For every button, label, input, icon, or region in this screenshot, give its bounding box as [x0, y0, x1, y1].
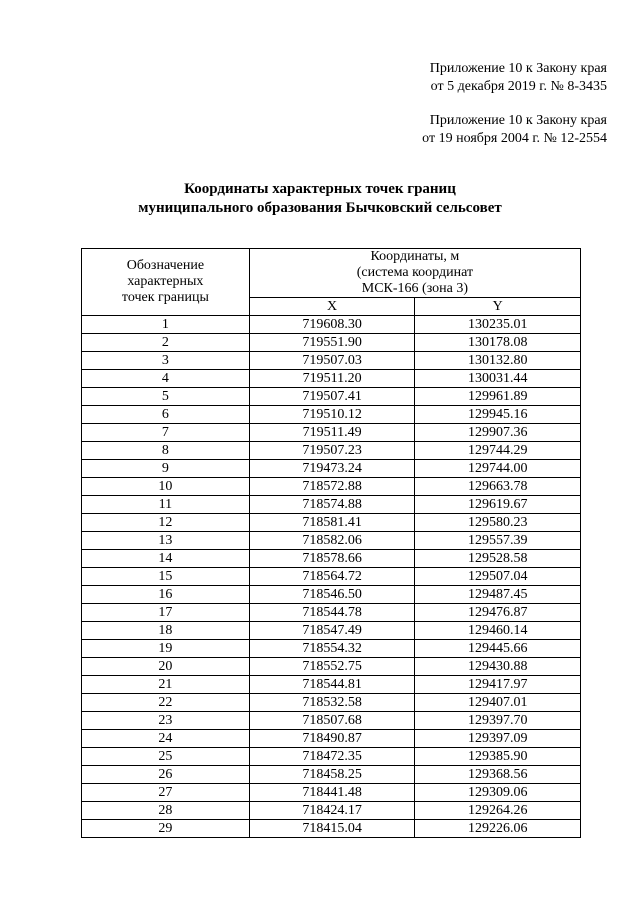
x-coordinate-cell: 719608.30 — [249, 316, 415, 334]
point-number-cell: 14 — [82, 550, 250, 568]
x-coordinate-cell: 718544.81 — [249, 676, 415, 694]
y-coordinate-cell: 129397.09 — [415, 730, 581, 748]
x-coordinate-cell: 718458.25 — [249, 766, 415, 784]
table-row — [82, 748, 581, 766]
point-number-cell: 18 — [82, 622, 250, 640]
point-number-cell: 25 — [82, 748, 250, 766]
coordinates-table — [81, 248, 581, 838]
x-coordinate-cell: 718544.78 — [249, 604, 415, 622]
x-coordinate-cell: 719507.23 — [249, 442, 415, 460]
point-number-cell: 10 — [82, 478, 250, 496]
y-coordinate-cell: 129385.90 — [415, 748, 581, 766]
point-number-cell: 2 — [82, 334, 250, 352]
point-number-cell: 8 — [82, 442, 250, 460]
x-coordinate-cell: 718546.50 — [249, 586, 415, 604]
header-point-line3: точек границы — [121, 290, 209, 305]
table-row — [82, 730, 581, 748]
table-row — [82, 550, 581, 568]
document-title-line2: муниципального образования Бычковский сельсовет — [138, 200, 502, 216]
table-row — [82, 676, 581, 694]
point-number-cell: 11 — [82, 496, 250, 514]
x-coordinate-cell: 719551.90 — [249, 334, 415, 352]
appendix-current-line2: от 5 декабря 2019 г. № 8-3435 — [430, 79, 607, 94]
document-title — [0, 180, 640, 218]
point-number-cell: 7 — [82, 424, 250, 442]
y-coordinate-cell: 129907.36 — [415, 424, 581, 442]
table-row — [82, 388, 581, 406]
x-coordinate-cell: 718574.88 — [249, 496, 415, 514]
point-number-cell: 21 — [82, 676, 250, 694]
x-coordinate-cell: 719507.41 — [249, 388, 415, 406]
point-number-cell: 4 — [82, 370, 250, 388]
point-number-cell: 26 — [82, 766, 250, 784]
point-number-cell: 9 — [82, 460, 250, 478]
header-point-line2: характерных — [127, 274, 204, 289]
table-row — [82, 658, 581, 676]
table-row — [82, 424, 581, 442]
point-number-cell: 3 — [82, 352, 250, 370]
y-coordinate-cell: 129663.78 — [415, 478, 581, 496]
coordinates-table-body — [82, 316, 581, 838]
x-coordinate-cell: 718490.87 — [249, 730, 415, 748]
table-row — [82, 442, 581, 460]
document-title-line1: Координаты характерных точек границ — [184, 181, 456, 197]
point-number-cell: 15 — [82, 568, 250, 586]
point-number-cell: 28 — [82, 802, 250, 820]
x-coordinate-cell: 719507.03 — [249, 352, 415, 370]
y-coordinate-cell: 129487.45 — [415, 586, 581, 604]
table-row — [82, 766, 581, 784]
table-row — [82, 460, 581, 478]
point-number-cell: 29 — [82, 820, 250, 838]
point-number-cell: 27 — [82, 784, 250, 802]
y-coordinate-cell: 130031.44 — [415, 370, 581, 388]
y-coordinate-cell: 129368.56 — [415, 766, 581, 784]
y-coordinate-cell: 129226.06 — [415, 820, 581, 838]
table-row — [82, 370, 581, 388]
table-row — [82, 622, 581, 640]
y-coordinate-cell: 130235.01 — [415, 316, 581, 334]
header-coords-line3: МСК-166 (зона 3) — [361, 281, 469, 296]
point-number-cell: 12 — [82, 514, 250, 532]
table-row — [82, 784, 581, 802]
x-coordinate-cell: 718554.32 — [249, 640, 415, 658]
table-row — [82, 478, 581, 496]
point-number-cell: 16 — [82, 586, 250, 604]
header-point-line1: Обозначение — [126, 258, 205, 273]
table-row — [82, 820, 581, 838]
y-coordinate-cell: 129528.58 — [415, 550, 581, 568]
x-coordinate-cell: 719511.49 — [249, 424, 415, 442]
y-coordinate-cell: 129580.23 — [415, 514, 581, 532]
y-coordinate-cell: 129744.29 — [415, 442, 581, 460]
table-row — [82, 802, 581, 820]
point-number-cell: 5 — [82, 388, 250, 406]
y-coordinate-cell: 129744.00 — [415, 460, 581, 478]
table-row — [82, 712, 581, 730]
point-number-cell: 22 — [82, 694, 250, 712]
y-coordinate-cell: 130132.80 — [415, 352, 581, 370]
x-coordinate-cell: 718441.48 — [249, 784, 415, 802]
y-coordinate-cell: 129945.16 — [415, 406, 581, 424]
table-row — [82, 568, 581, 586]
header-x: X — [249, 298, 415, 316]
y-coordinate-cell: 129264.26 — [415, 802, 581, 820]
y-coordinate-cell: 129619.67 — [415, 496, 581, 514]
point-number-cell: 23 — [82, 712, 250, 730]
point-number-cell: 20 — [82, 658, 250, 676]
y-coordinate-cell: 129309.06 — [415, 784, 581, 802]
x-coordinate-cell: 719473.24 — [249, 460, 415, 478]
y-coordinate-cell: 129445.66 — [415, 640, 581, 658]
y-coordinate-cell: 129460.14 — [415, 622, 581, 640]
x-coordinate-cell: 718578.66 — [249, 550, 415, 568]
x-coordinate-cell: 718415.04 — [249, 820, 415, 838]
point-number-cell: 17 — [82, 604, 250, 622]
y-coordinate-cell: 129557.39 — [415, 532, 581, 550]
x-coordinate-cell: 719510.12 — [249, 406, 415, 424]
point-number-cell: 13 — [82, 532, 250, 550]
table-row — [82, 514, 581, 532]
x-coordinate-cell: 718581.41 — [249, 514, 415, 532]
x-coordinate-cell: 718507.68 — [249, 712, 415, 730]
x-coordinate-cell: 718572.88 — [249, 478, 415, 496]
table-row — [82, 640, 581, 658]
x-coordinate-cell: 718552.75 — [249, 658, 415, 676]
appendix-original-line1: Приложение 10 к Закону края — [429, 113, 607, 128]
table-row — [82, 604, 581, 622]
y-coordinate-cell: 129507.04 — [415, 568, 581, 586]
header-y: Y — [415, 298, 581, 316]
table-row — [82, 586, 581, 604]
table-row — [82, 352, 581, 370]
point-number-cell: 6 — [82, 406, 250, 424]
y-coordinate-cell: 129430.88 — [415, 658, 581, 676]
table-row — [82, 496, 581, 514]
point-number-cell: 19 — [82, 640, 250, 658]
table-row — [82, 406, 581, 424]
table-row — [82, 532, 581, 550]
header-coordinates — [249, 249, 580, 298]
y-coordinate-cell: 129407.01 — [415, 694, 581, 712]
x-coordinate-cell: 718424.17 — [249, 802, 415, 820]
appendix-current-line1: Приложение 10 к Закону края — [429, 61, 607, 76]
x-coordinate-cell: 718532.58 — [249, 694, 415, 712]
y-coordinate-cell: 129961.89 — [415, 388, 581, 406]
header-coords-line2: (система координат — [356, 265, 474, 280]
appendix-original-line2: от 19 ноября 2004 г. № 12-2554 — [422, 131, 607, 146]
table-row — [82, 316, 581, 334]
point-number-cell: 24 — [82, 730, 250, 748]
y-coordinate-cell: 129476.87 — [415, 604, 581, 622]
y-coordinate-cell: 130178.08 — [415, 334, 581, 352]
header-point-designation — [82, 249, 250, 316]
x-coordinate-cell: 718547.49 — [249, 622, 415, 640]
appendix-current-law — [430, 60, 607, 96]
x-coordinate-cell: 718582.06 — [249, 532, 415, 550]
y-coordinate-cell: 129397.70 — [415, 712, 581, 730]
table-row — [82, 334, 581, 352]
point-number-cell: 1 — [82, 316, 250, 334]
x-coordinate-cell: 718564.72 — [249, 568, 415, 586]
table-row — [82, 694, 581, 712]
appendix-original-law — [422, 112, 607, 148]
x-coordinate-cell: 719511.20 — [249, 370, 415, 388]
x-coordinate-cell: 718472.35 — [249, 748, 415, 766]
header-coords-line1: Координаты, м — [370, 249, 460, 264]
y-coordinate-cell: 129417.97 — [415, 676, 581, 694]
